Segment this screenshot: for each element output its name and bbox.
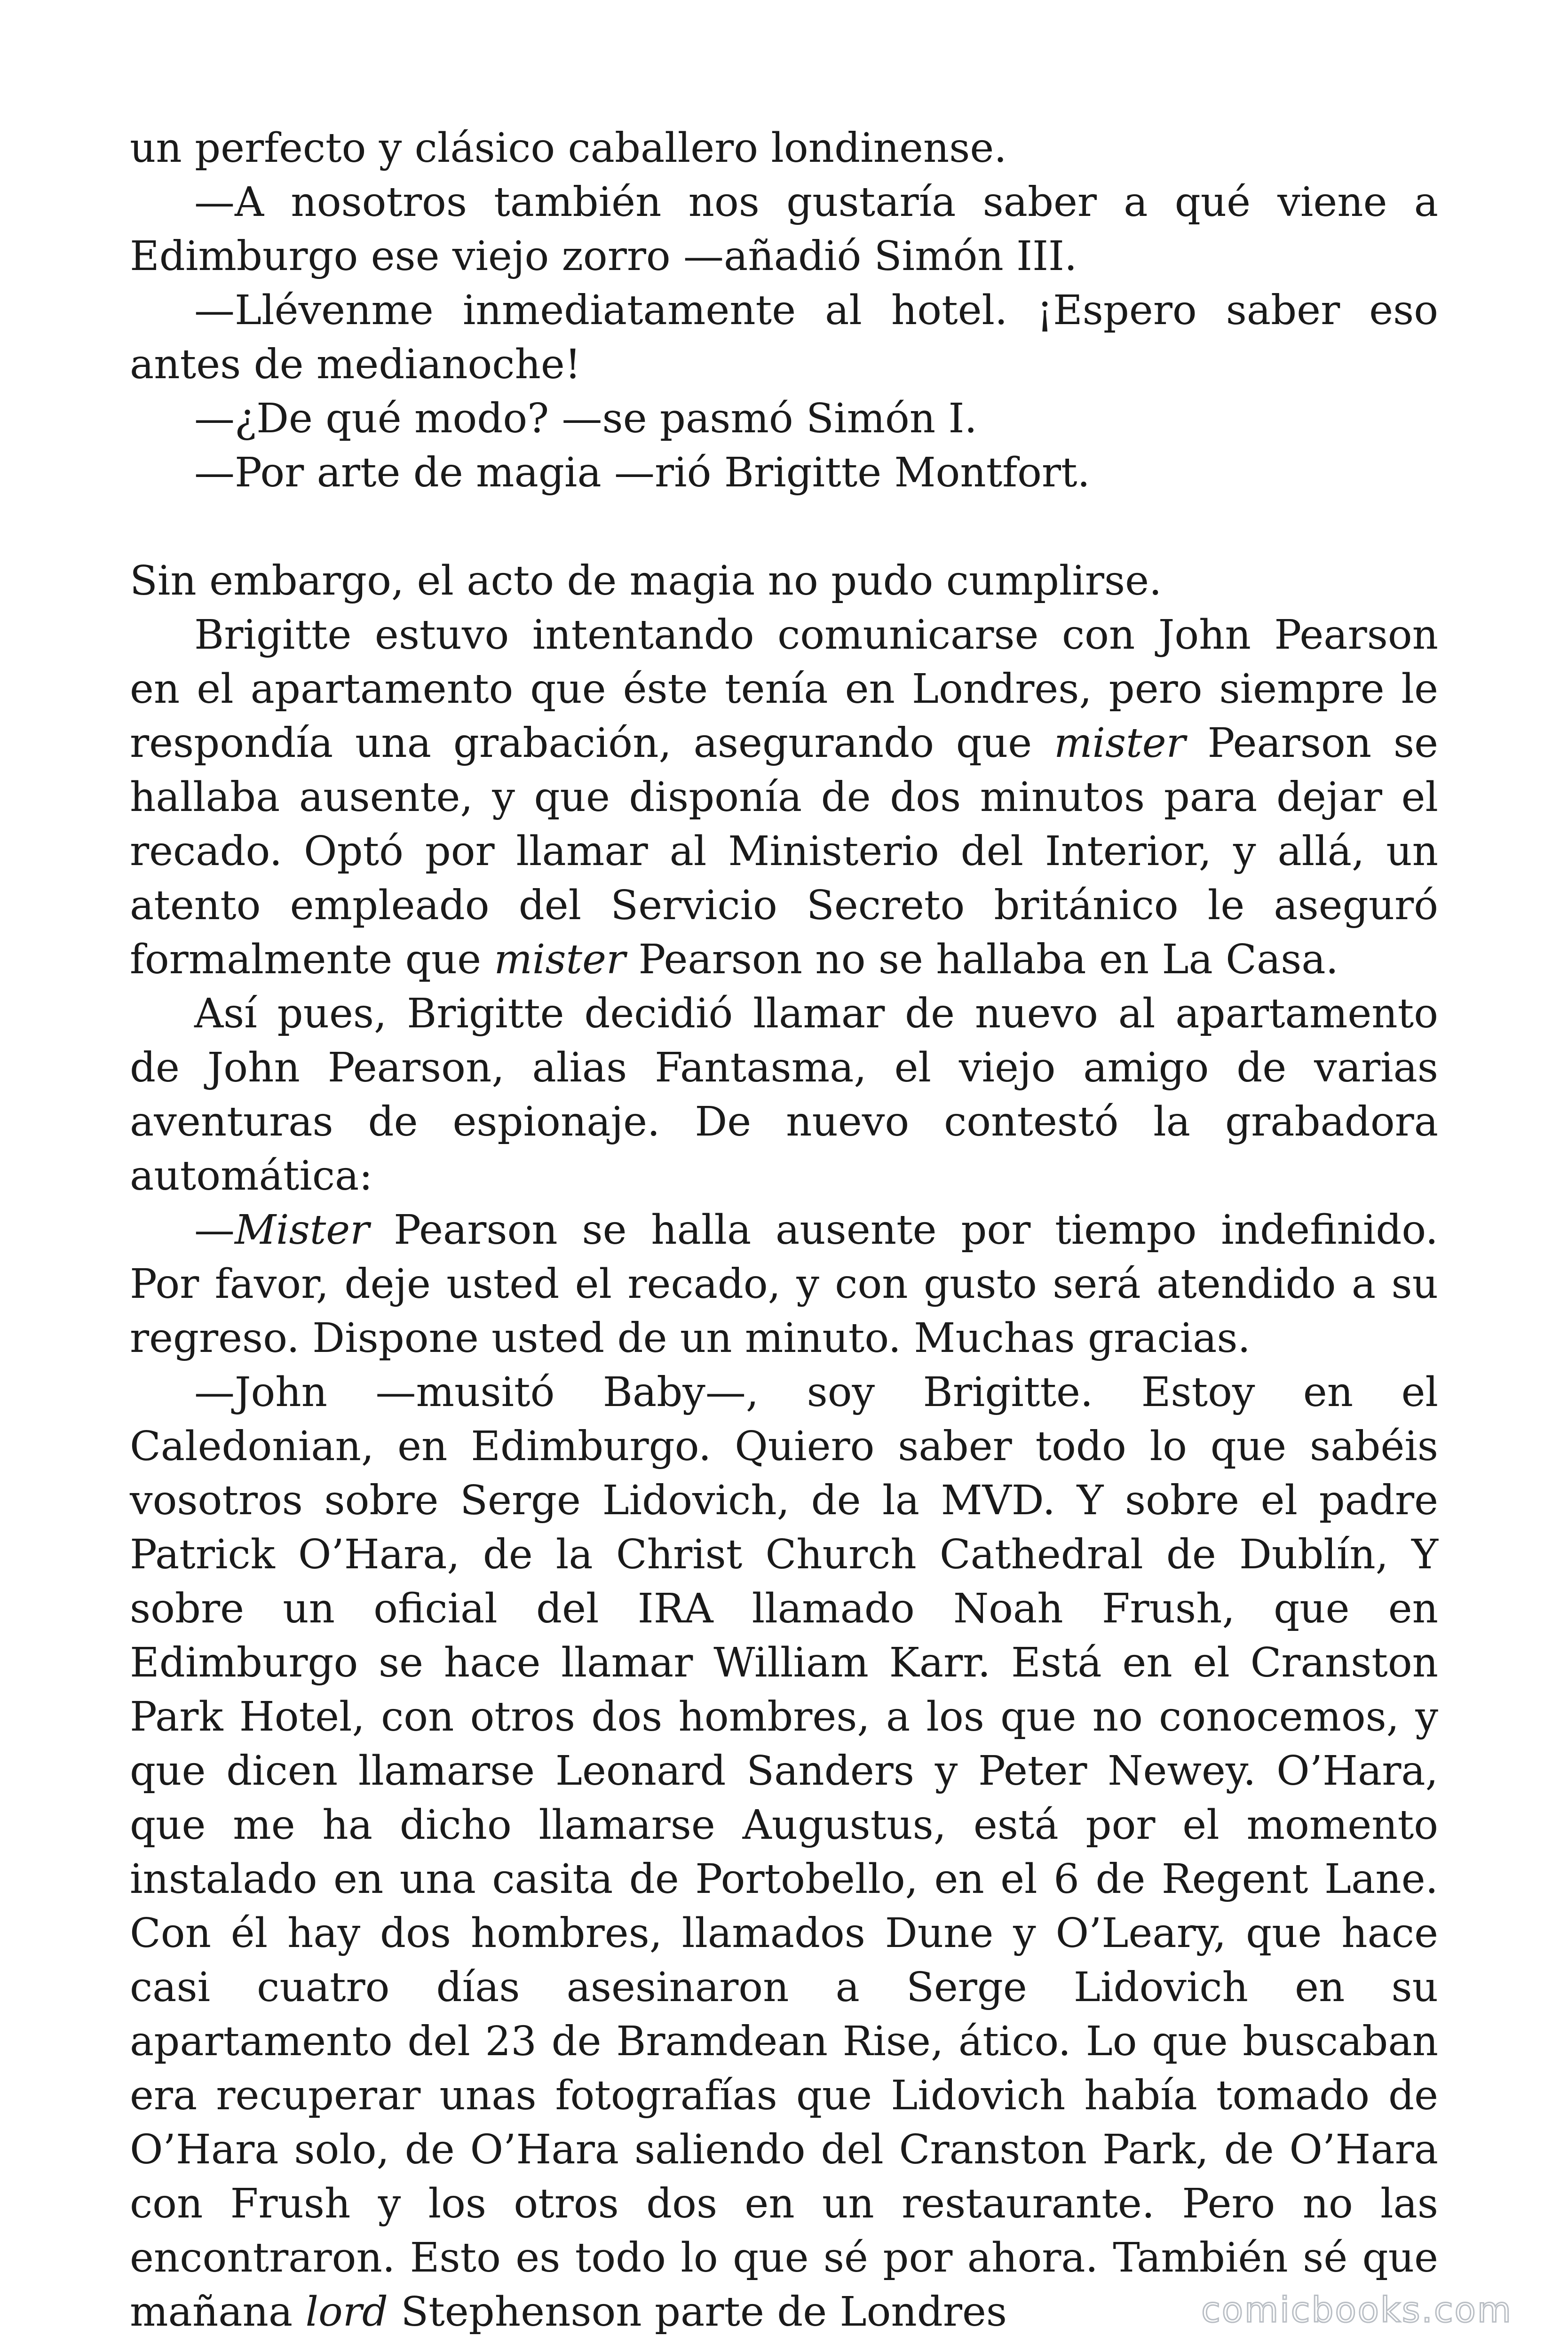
paragraph (130, 392, 1438, 446)
text-run: Pearson se hallaba ausente, y que disponía de dos minutos para dejar el recado. Optó por llamar al Ministerio del Interior, y allá, un atento empleado del Servicio Secreto británico le aseguró formalmente que (130, 720, 1438, 983)
text-run: —Por arte de magia —rió Brigitte Montfort. (194, 449, 1090, 496)
text-run: Sin embargo, el acto de magia no pudo cumplirse. (130, 557, 1162, 604)
text-run: Así pues, Brigitte decidió llamar de nuevo al apartamento de John Pearson, alias Fantasma, el viejo amigo de varias aventuras de espionaje. De nuevo contestó la grabadora automática: (130, 990, 1438, 1200)
watermark: comicbooks.com (1201, 2290, 1513, 2330)
page-text (130, 121, 1438, 2339)
text-run: Pearson no se hallaba en La Casa. (626, 936, 1338, 983)
paragraph (130, 1203, 1438, 1366)
text-run: un perfecto y clásico caballero londinense. (130, 125, 1007, 172)
text-run: —John —musitó Baby—, soy Brigitte. Estoy en el Caledonian, en Edimburgo. Quiero saber todo lo que sabéis vosotros sobre Serge Lidovich, de la MVD. Y sobre el padre Patrick O’Hara, de la Christ Church Cathedral de Dublín, Y sobre un oficial del IRA llamado Noah Frush, que en Edimburgo se hace llamar William Karr. Está en el Cranston Park Hotel, con otros dos hombres, a los que no conocemos, y que dicen llamarse Leonard Sanders y Peter Newey. O’Hara, que me ha dicho llamarse Augustus, está por el momento instalado en una casita de Portobello, en el 6 de Regent Lane. Con él hay dos hombres, llamados Dune y O’Leary, que hace casi cuatro días asesinaron a Serge Lidovich en su apartamento del 23 de Bramdean Rise, ático. Lo que buscaban era recuperar unas fotografías que Lidovich había tomado de O’Hara solo, de O’Hara saliendo del Cranston Park, de O’Hara con Frush y los otros dos en un restaurante. Pero no las encontraron. Esto es todo lo que sé por ahora. También sé que mañana (130, 1369, 1438, 2336)
paragraph (130, 175, 1438, 284)
text-run: Pearson se halla ausente por tiempo indefinido. Por favor, deje usted el recado, y con gusto será atendido a su regreso. Dispone usted de un minuto. Muchas gracias. (130, 1207, 1438, 1362)
italic-text: lord (305, 2288, 388, 2336)
text-run: —Llévenme inmediatamente al hotel. ¡Espero saber eso antes de medianoche! (130, 287, 1438, 388)
text-run: Stephenson parte de Londres (388, 2288, 1007, 2336)
paragraph (130, 1366, 1438, 2339)
paragraph (130, 987, 1438, 1203)
paragraph (130, 121, 1438, 175)
text-run: — (194, 1207, 235, 1254)
text-run: —¿De qué modo? —se pasmó Simón I. (194, 395, 977, 442)
italic-text: mister (1053, 720, 1186, 767)
paragraph (130, 446, 1438, 500)
italic-text: mister (494, 936, 626, 983)
text-run: —A nosotros también nos gustaría saber a qué viene a Edimburgo ese viejo zorro —añadió Simón III. (130, 179, 1438, 280)
paragraph (130, 554, 1438, 608)
paragraph (130, 284, 1438, 392)
italic-text: Mister (235, 1207, 370, 1254)
paragraph (130, 608, 1438, 987)
text-run: Brigitte estuvo intentando comunicarse con John Pearson en el apartamento que éste tenía en Londres, pero siempre le respondía una grabación, asegurando que (130, 612, 1438, 767)
